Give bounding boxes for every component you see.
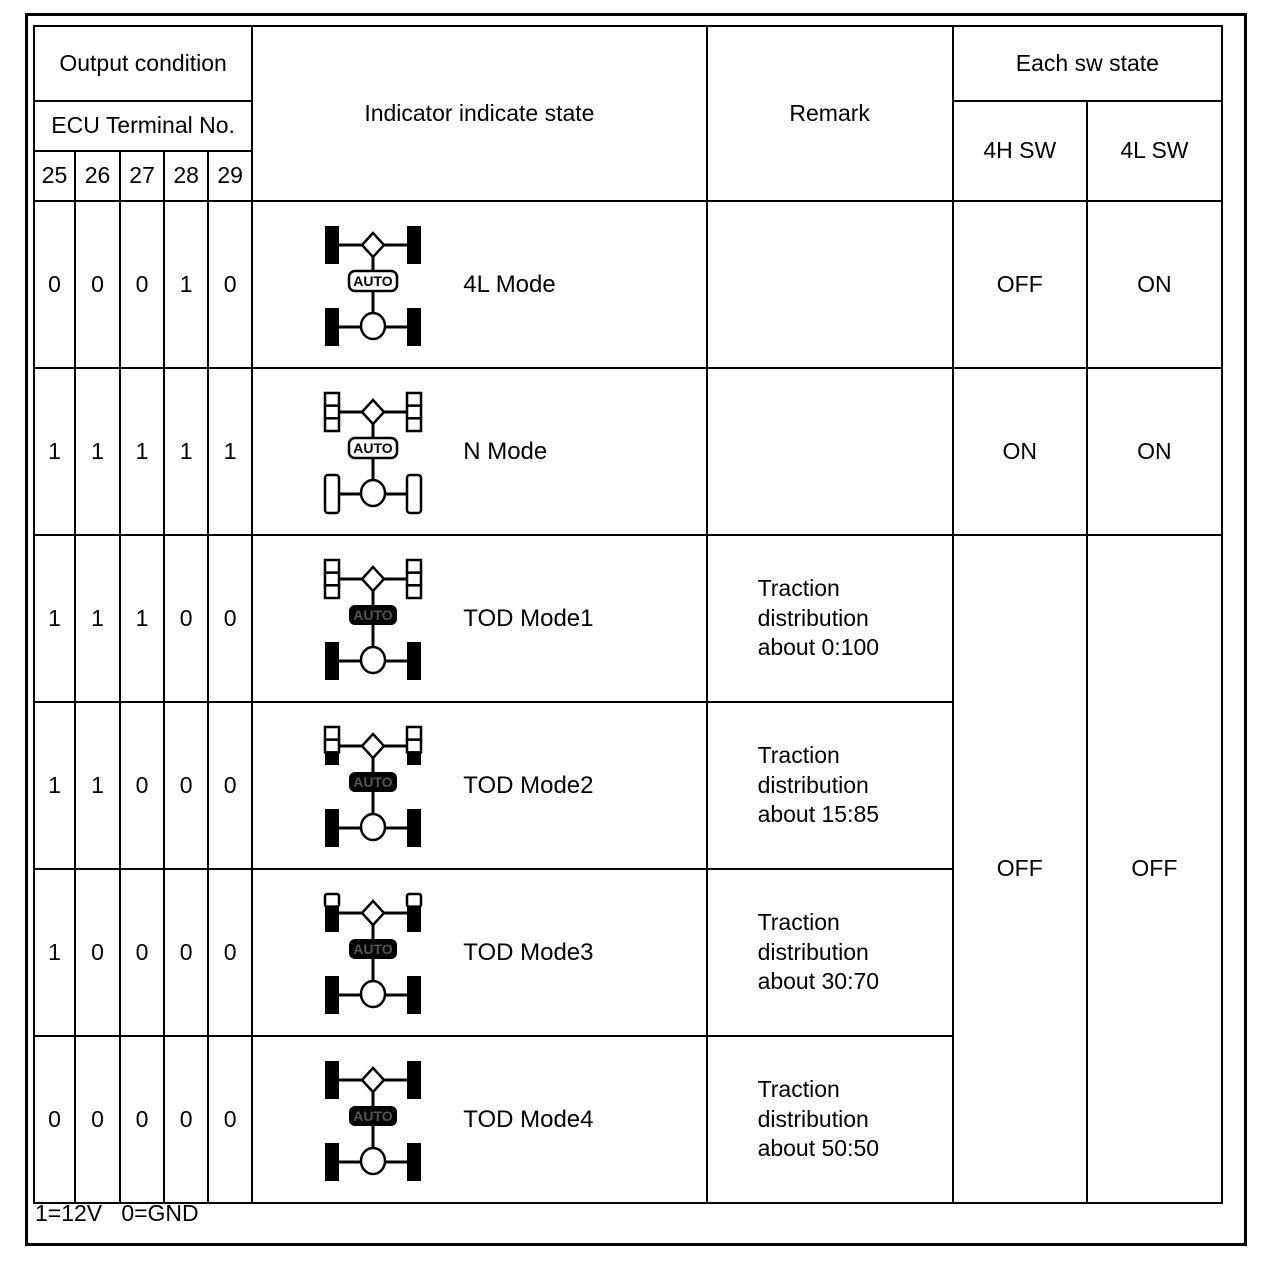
drivetrain-indicator-icon [323,391,423,515]
indicator-cell [252,1036,706,1203]
terminal-value: 1 [34,869,75,1036]
indicator-cell [252,702,706,869]
sw-4l-value: ON [1087,368,1222,535]
terminal-value: 0 [75,201,120,368]
remark-line: about 50:50 [757,1135,880,1162]
output-condition-table [33,25,1223,1204]
mode-label: 4L Mode [463,270,556,298]
terminal-value: 0 [75,1036,120,1203]
remark-line: Traction [757,1075,840,1102]
terminal-29: 29 [208,151,252,201]
remark-line: about 15:85 [757,801,880,828]
svg-text:AUTO: AUTO [353,774,393,790]
terminal-28: 28 [164,151,208,201]
drivetrain-indicator-icon [323,892,423,1016]
terminal-value: 1 [164,368,208,535]
drivetrain-indicator-icon [323,224,423,348]
remark-line: about 0:100 [757,634,880,661]
sw-4h-value: OFF [953,201,1087,368]
tod-sw-4l-value: OFF [1087,535,1222,1203]
mode-label: N Mode [463,437,548,465]
tod-sw-4h-value: OFF [953,535,1087,1203]
indicator-cell [252,535,706,702]
mode-label: TOD Mode2 [463,771,594,799]
each-sw-state-header: Each sw state [953,26,1222,101]
sw-4h-value: ON [953,368,1087,535]
remark-line: distribution [757,771,869,798]
drivetrain-indicator-icon [323,558,423,682]
terminal-value: 0 [120,1036,164,1203]
drivetrain-indicator-icon [323,1059,423,1183]
terminal-value: 1 [208,368,252,535]
terminal-value: 0 [208,1036,252,1203]
terminal-value: 1 [120,535,164,702]
drivetrain-indicator-icon [323,725,423,849]
svg-text:AUTO: AUTO [353,440,393,456]
ecu-terminal-header: ECU Terminal No. [34,101,252,151]
indicator-cell [252,869,706,1036]
remark-line: distribution [757,938,869,965]
remark-line: Traction [757,908,840,935]
remark-line: Traction [757,741,840,768]
remark-cell [707,201,953,368]
svg-text:AUTO: AUTO [353,273,393,289]
mode-label: TOD Mode3 [463,938,594,966]
mode-label: TOD Mode4 [463,1105,594,1133]
terminal-value: 0 [34,201,75,368]
terminal-value: 1 [120,368,164,535]
terminal-value: 1 [34,368,75,535]
svg-text:AUTO: AUTO [353,941,393,957]
remark-line: distribution [757,1105,869,1132]
terminal-value: 1 [34,702,75,869]
terminal-27: 27 [120,151,164,201]
terminal-value: 0 [164,702,208,869]
remark-line: Traction [757,574,840,601]
svg-text:AUTO: AUTO [353,607,393,623]
sw-4h-header: 4H SW [953,101,1087,201]
indicator-cell [252,368,706,535]
terminal-value: 0 [208,702,252,869]
terminal-value: 0 [120,869,164,1036]
terminal-26: 26 [75,151,120,201]
legend: 1=12V 0=GND [35,1200,199,1226]
remark-cell [707,535,953,702]
table-row [34,201,1222,368]
svg-text:AUTO: AUTO [353,1108,393,1124]
remark-line: distribution [757,604,869,631]
terminal-value: 1 [164,201,208,368]
table-row [34,368,1222,535]
terminal-value: 1 [34,535,75,702]
terminal-value: 0 [208,869,252,1036]
terminal-value: 0 [120,201,164,368]
indicator-cell [252,201,706,368]
remark-header: Remark [707,26,953,201]
remark-cell [707,869,953,1036]
sw-4l-value: ON [1087,201,1222,368]
terminal-25: 25 [34,151,75,201]
terminal-value: 0 [120,702,164,869]
indicator-header: Indicator indicate state [252,26,706,201]
terminal-value: 1 [75,535,120,702]
remark-line: about 30:70 [757,968,880,995]
table-row [34,535,1222,702]
terminal-value: 1 [75,702,120,869]
terminal-value: 1 [75,368,120,535]
terminal-value: 0 [164,535,208,702]
terminal-value: 0 [208,201,252,368]
terminal-value: 0 [208,535,252,702]
output-condition-header: Output condition [34,26,252,101]
terminal-value: 0 [164,1036,208,1203]
sw-4l-header: 4L SW [1087,101,1222,201]
remark-cell [707,702,953,869]
remark-cell [707,368,953,535]
remark-cell [707,1036,953,1203]
terminal-value: 0 [34,1036,75,1203]
terminal-value: 0 [164,869,208,1036]
mode-label: TOD Mode1 [463,604,594,632]
terminal-value: 0 [75,869,120,1036]
